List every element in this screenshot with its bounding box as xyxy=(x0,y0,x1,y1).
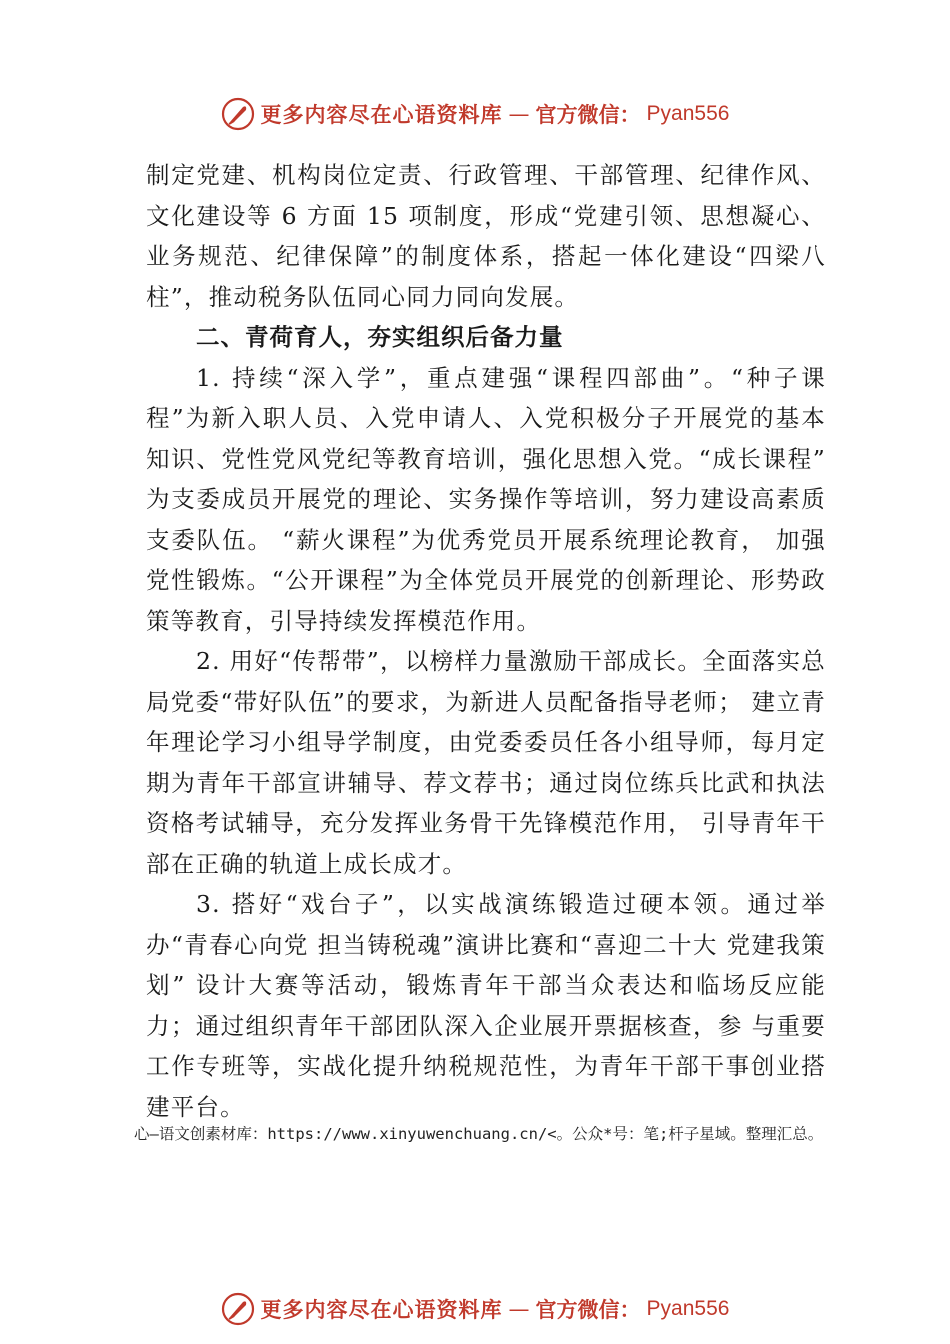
paragraph-study: 1. 持续“深入学”，重点建强“课程四部曲”。“种子课程”为新入职人员、入党申请人、入党积极分子开展党的基本知识、党性党风党纪等教育培训，强化思想入党。“成长课程” 为支委成员开展党的理论、实务操作等培训，努力建设高素质支委队伍。 “薪火课程”为优秀党员开展系统理论教育， 加强党性锻炼。“公开课程”为全体党员开展党的创新理论、形势政策等教育，引导持续发挥模范作用。 xyxy=(146,363,826,635)
banner-text: 更多内容尽在心语资料库 xyxy=(260,1297,503,1322)
source-footnote: 心—语文创素材库：https://www.xinyuwenchuang.cn/<。公众*号：笔;杆子星域。整理汇总。 xyxy=(134,1125,824,1143)
paragraph-mentoring: 2. 用好“传帮带”，以榜样力量激励干部成长。全面落实总局党委“带好队伍”的要求，为新进人员配备指导老师； 建立青年理论学习小组导学制度，由党委委员任各小组导师，每月定期为青年干部宣讲辅导、荐文荐书；通过岗位练兵比武和执法资格考试辅导，充分发挥业务骨干先锋模范作用， 引导青年干部在正确的轨道上成长成才。 xyxy=(146,647,826,878)
banner-wechat-id: Pyan556 xyxy=(646,1297,730,1320)
section-heading: 二、青荷育人，夯实组织后备力量 xyxy=(196,323,564,351)
feather-pen-logo-icon xyxy=(221,1292,255,1326)
banner-separator: — xyxy=(508,102,530,126)
paragraph-practice: 3. 搭好“戏台子”，以实战演练锻造过硬本领。通过举办“青春心向党 担当铸税魂”演讲比赛和“喜迎二十大 党建我策划” 设计大赛等活动，锻炼青年干部当众表达和临场反应能力；通过组织青年干部团队深入企业展开票据核查，参 与重要工作专班等，实战化提升纳税规范性，为青年干部干事创业搭建平台。 xyxy=(146,890,826,1121)
document-body xyxy=(146,155,826,1127)
banner-wechat-label: 官方微信： xyxy=(535,102,641,127)
feather-pen-logo-icon xyxy=(221,97,255,131)
footer-banner xyxy=(0,1289,950,1329)
banner-separator: — xyxy=(508,1297,530,1321)
banner-text: 更多内容尽在心语资料库 xyxy=(260,102,503,127)
paragraph-regulations: 制定党建、机构岗位定责、行政管理、干部管理、纪律作风、文化建设等 6 方面 15 项制度，形成“党建引领、思想凝心、业务规范、纪律保障”的制度体系，搭起一体化建设“四梁八柱”，推动税务队伍同心同力同向发展。 xyxy=(146,161,826,311)
banner-wechat-label: 官方微信： xyxy=(535,1297,641,1322)
header-banner xyxy=(0,94,950,134)
banner-wechat-id: Pyan556 xyxy=(646,102,730,125)
